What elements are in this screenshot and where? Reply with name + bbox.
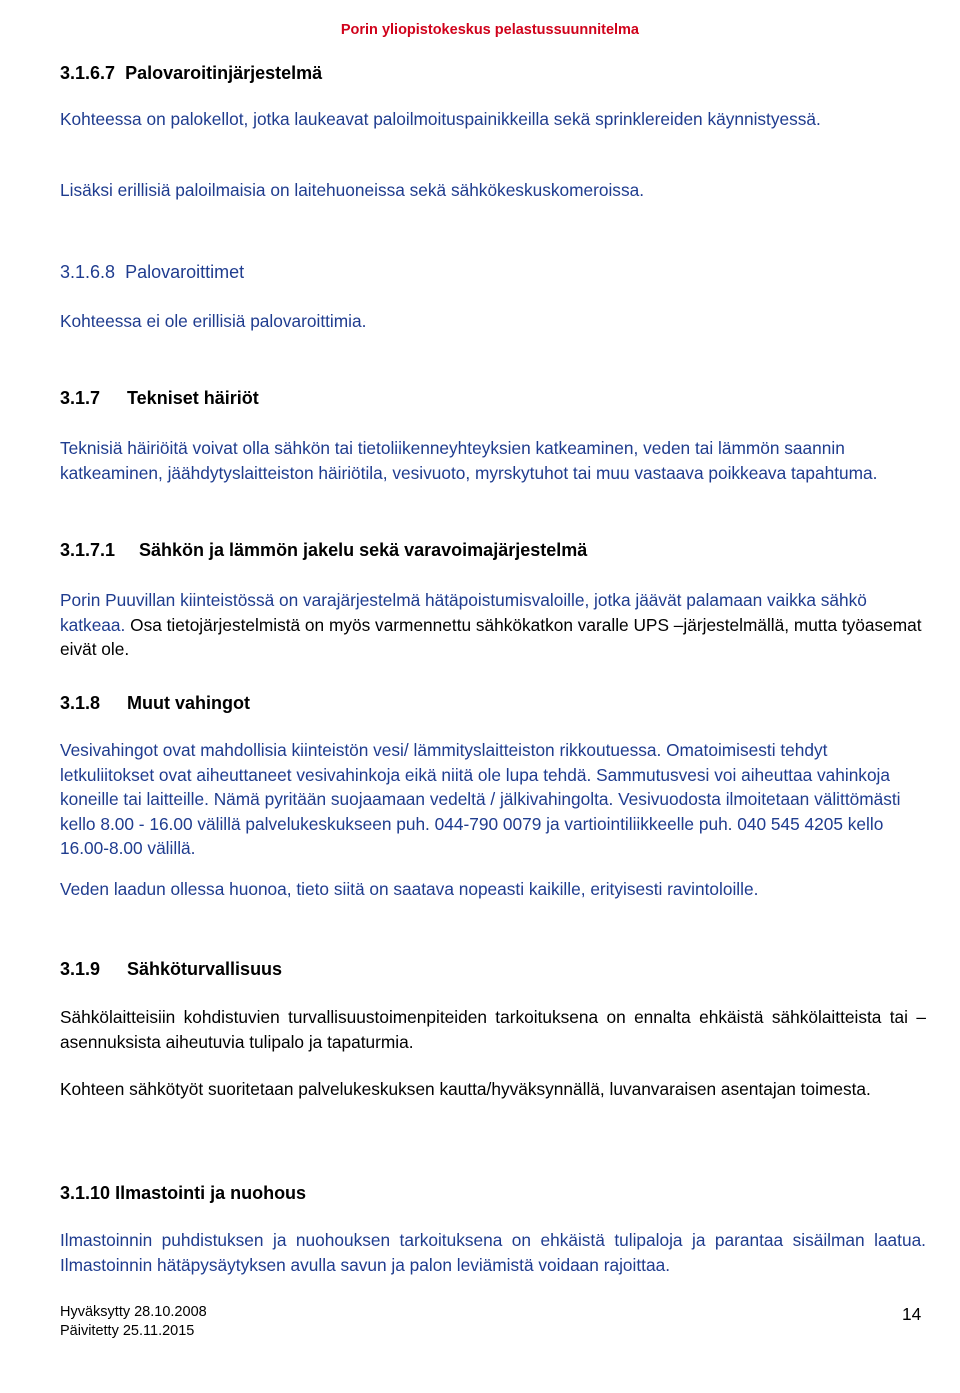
heading-number: 3.1.6.7 (60, 63, 116, 83)
paragraph: Lisäksi erillisiä paloilmaisia on laitehuoneissa sekä sähkökeskuskomeroissa. (60, 180, 645, 200)
heading-title: Muut vahingot (127, 693, 250, 713)
paragraph (60, 588, 926, 662)
heading-title: Sähkön ja lämmön jakelu sekä varavoimajärjestelmä (139, 540, 588, 560)
document-header-title: Porin yliopistokeskus pelastussuunnitelma (340, 22, 639, 38)
page-number: 14 (902, 1304, 922, 1324)
paragraph: Kohteen sähkötyöt suoritetaan palvelukeskuksen kautta/hyväksynnällä, luvanvaraisen asentajan toimesta. (60, 1079, 871, 1099)
heading-number: 3.1.10 (60, 1183, 111, 1203)
heading-title: Sähköturvallisuus (127, 959, 283, 979)
heading-3-1-6-8 (60, 261, 244, 283)
paragraph: Vesivahingot ovat mahdollisia kiinteistön vesi/ lämmityslaitteiston rikkoutuessa. Omatoimisesti tehdyt letkuliitokset ovat aiheuttaneet vesivahinkoja eikä niitä ole lupa tehdä. Sammutusvesi voi aiheuttaa vahinkoja koneille tai laitteille. Nämä pyritään suojaamaan vedeltä / jälkivahingolta. Vesivuodosta ilmoitetaan välittömästi kello 8.00 - 16.00 välillä palvelukeskukseen puh. 044-790 0079 ja vartiointiliikkeelle puh. 040 545 4205 kello 16.00-8.00 välillä. (60, 740, 901, 858)
paragraph: Kohteessa ei ole erillisiä palovaroittimia. (60, 311, 367, 331)
paragraph: Teknisiä häiriöitä voivat olla sähkön tai tietoliikenneyhteyksien katkeaminen, veden tai lämmön saannin katkeaminen, jäähdytyslaitteiston häiriötila, vesivuoto, myrskytuhot tai muu vastaava poikkeava tapahtuma. (60, 438, 878, 483)
paragraph-part: Osa tietojärjestelmistä on myös varmennettu sähkökatkon varalle UPS –järjestelmällä, mutta työasemat eivät ole. (60, 614, 922, 659)
paragraph: Ilmastoinnin puhdistuksen ja nuohouksen tarkoituksena on ehkäistä tulipaloja ja parantaa sisäilman laatua. Ilmastoinnin hätäpysäytyksen avulla savun ja palon leviämistä voidaan rajoittaa. (60, 1230, 926, 1275)
heading-3-1-7-1 (60, 539, 587, 561)
heading-title: Ilmastointi ja nuohous (115, 1183, 307, 1203)
heading-3-1-7 (60, 387, 259, 409)
heading-3-1-6-7 (60, 62, 322, 84)
paragraph: Veden laadun ollessa huonoa, tieto siitä on saatava nopeasti kaikille, erityisesti ravintoloille. (60, 879, 759, 899)
paragraph: Kohteessa on palokellot, jotka laukeavat paloilmoituspainikkeilla sekä sprinklereiden käynnistyessä. (60, 109, 821, 129)
paragraph: Sähkölaitteisiin kohdistuvien turvallisuustoimenpiteiden tarkoituksena on ennalta ehkäistä sähkölaitteista tai –asennuksista aiheutuvia tulipalo ja tapaturmia. (60, 1007, 926, 1052)
heading-number: 3.1.8 (60, 693, 101, 713)
heading-3-1-10 (60, 1182, 306, 1204)
paragraph-part: Porin Puuvillan kiinteistössä on varajärjestelmä hätäpoistumisvaloille, jotka jäävät palamaan vaikka sähkö katkeaa. (60, 590, 867, 635)
heading-title: Palovaroittimet (125, 262, 245, 282)
heading-number: 3.1.6.8 (60, 262, 116, 282)
heading-3-1-8 (60, 692, 250, 714)
heading-3-1-9 (60, 958, 282, 980)
footer-updated-date: Päivitetty 25.11.2015 (60, 1323, 195, 1339)
heading-number: 3.1.7 (60, 388, 101, 408)
heading-number: 3.1.9 (60, 959, 101, 979)
heading-number: 3.1.7.1 (60, 540, 116, 560)
heading-title: Tekniset häiriöt (127, 388, 259, 408)
heading-title: Palovaroitinjärjestelmä (125, 63, 323, 83)
footer-approved-date: Hyväksytty 28.10.2008 (60, 1304, 207, 1320)
